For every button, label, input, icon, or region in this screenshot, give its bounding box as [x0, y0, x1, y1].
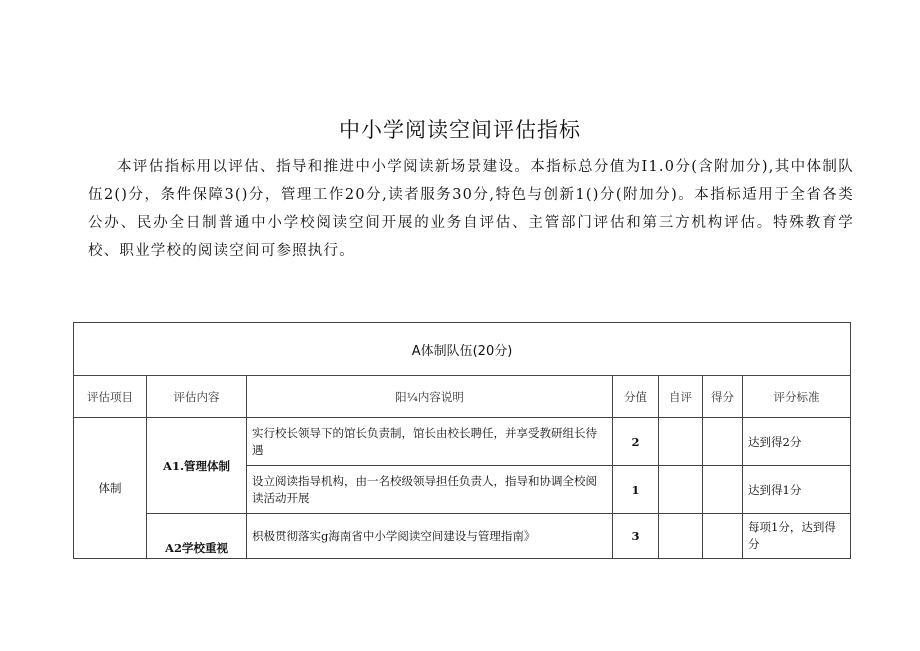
points-cell	[703, 418, 743, 466]
description-cell: 实行校长领导下的馆长负责制，馆长由校长聘任，并享受教研组长待遇	[247, 418, 613, 466]
content-label: A1.管理体制	[163, 458, 230, 473]
header-self-eval: 自评	[659, 376, 703, 418]
standard-cell: 达到得2分	[743, 418, 851, 466]
standard-cell: 每项1分，达到得分	[743, 514, 851, 559]
evaluation-table	[73, 322, 851, 559]
header-description: 阳¼内容说明	[247, 376, 613, 418]
points-cell	[703, 514, 743, 559]
description-cell: 设立阅读指导机构，由一名校级领导担任负责人，指导和协调全校阅读活动开展	[247, 466, 613, 514]
score-cell: 1	[613, 466, 659, 514]
section-title: A体制队伍(20分)	[74, 323, 851, 376]
self-eval-cell	[659, 466, 703, 514]
score-cell: 2	[613, 418, 659, 466]
project-cell: 体制	[74, 418, 147, 559]
standard-cell: 达到得1分	[743, 466, 851, 514]
section-header-row	[74, 323, 851, 376]
document-title: 中小学阅读空间评估指标	[339, 118, 581, 142]
intro-paragraph: 本评估指标用以评估、指导和推进中小学阅读新场景建设。本指标总分值为I1.0分(含附加分),其中体制队伍2()分，条件保障3()分，管理工作20分,读者服务30分,特色与创新1()分(附加分)。本指标适用于全省各类公办、民办全日制普通中小学校阅读空间开展的业务自评估、主管部门评估和第三方机构评估。特殊教育学校、职业学校的阅读空间可参照执行。	[88, 159, 854, 259]
column-header-row	[74, 376, 851, 418]
content-label: A2学校重视	[165, 541, 228, 555]
score-cell: 3	[613, 514, 659, 559]
header-points: 得分	[703, 376, 743, 418]
description-cell: 枳极贯彻落实g海南省中小学阅读空间建设与管理指南》	[247, 514, 613, 559]
content-cell	[147, 514, 247, 559]
header-standard: 评分标准	[743, 376, 851, 418]
points-cell	[703, 466, 743, 514]
self-eval-cell	[659, 418, 703, 466]
table-row	[74, 514, 851, 559]
self-eval-cell	[659, 514, 703, 559]
content-cell	[147, 418, 247, 514]
table-row	[74, 418, 851, 466]
header-project: 评估项目	[74, 376, 147, 418]
header-score: 分值	[613, 376, 659, 418]
header-content: 评估内容	[147, 376, 247, 418]
